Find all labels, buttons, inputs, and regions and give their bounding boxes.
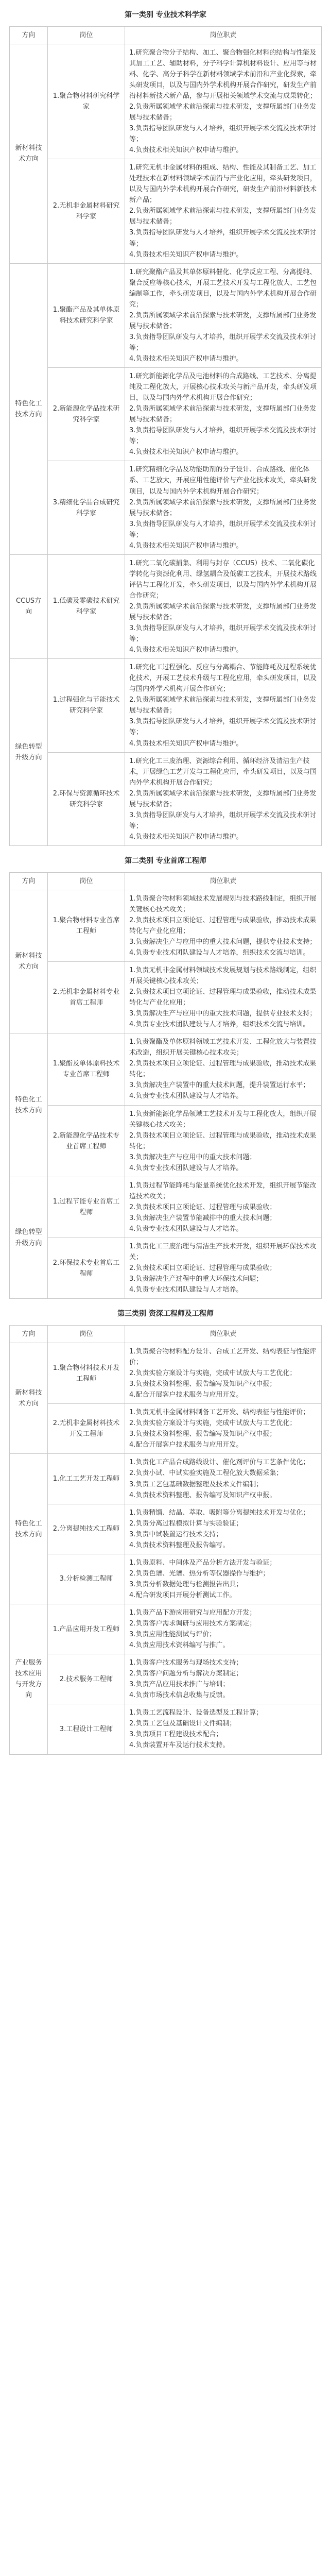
duties-cell	[125, 1238, 322, 1299]
position-cell: 2.技术服务工程师	[48, 1654, 125, 1704]
duty-item: 3.负责解决生产过程中的重大环保技术问题；	[129, 1275, 263, 1283]
duty-item: 4.负责技术相关知识产权申请与维护。	[129, 146, 243, 155]
header-position: 岗位	[48, 872, 125, 890]
duty-item: 3.负责指导团队研发与人才培养，组织开展学术交流及技术研讨等；	[129, 520, 317, 539]
jobs-table	[9, 1325, 322, 1755]
duty-item: 4.负责专业技术团队建设与人才培养。	[129, 1225, 243, 1233]
position-cell: 2.新能源化学品技术研究科学家	[48, 368, 125, 461]
duties-cell	[125, 44, 322, 159]
duty-item: 2.负责色谱、光谱、热分析等仪器操作与维护；	[129, 1569, 270, 1578]
position-cell: 1.聚合物材料专业首席工程师	[48, 890, 125, 961]
table-row	[10, 752, 322, 845]
duty-item: 1.研究化工过程强化、反应与分离耦合、节能降耗及过程系统优化技术，开展工艺技术升级与工程化应用，牵头研发项目，以及与国内外学术机构开展合作研究；	[129, 664, 317, 693]
duty-item: 3.负责应用性能测试与评价；	[129, 1631, 216, 1639]
duty-item: 3.负责指导团队研发与人才培养，组织开展学术交流及技术研讨等；	[129, 718, 317, 737]
header-position: 岗位	[48, 1325, 125, 1343]
duty-item: 4.配合开展客户技术服务与应用开发。	[129, 1441, 243, 1449]
position-cell: 3.工程设计工程师	[48, 1704, 125, 1754]
table-row	[10, 1404, 322, 1454]
duty-item: 4.配合开展客户技术服务与应用开发。	[129, 1391, 243, 1399]
job-section	[0, 846, 331, 1299]
duty-item: 1.负责化工产品合成路线设计、催化剂评价与工艺条件优化；	[129, 1459, 310, 1467]
table-row	[10, 1343, 322, 1403]
duty-item: 4.负责技术相关知识产权申请与维护。	[129, 541, 243, 550]
table-row	[10, 159, 322, 263]
duty-item: 4.负责专业技术团队建设与人才培养。	[129, 1286, 243, 1294]
table-row	[10, 1604, 322, 1654]
duty-item: 3.负责解决生产与应用中的重大技术问题；	[129, 1153, 256, 1161]
position-cell: 2.环保技术专业首席工程师	[48, 1238, 125, 1299]
position-cell: 1.聚酯及单体原料技术专业首席工程师	[48, 1033, 125, 1105]
header-duties: 岗位职责	[125, 872, 322, 890]
duties-cell	[125, 263, 322, 367]
duty-item: 1.研究精细化学品及功能助剂的分子设计、合成路线、催化体系、工艺放大，开展应用性能评价与产业化技术攻关，牵头研发项目，以及与国内外学术机构开展合作研究；	[129, 466, 317, 496]
duty-item: 1.研究无机非金属材料的组成、结构、性能及其制备工艺、加工处理技术在新材料领域学术前沿与产业化应用，牵头研发项目，以及与国内外学术机构开展合作研究，研发生产前沿材料新技术新产品；	[129, 164, 317, 205]
table-row	[10, 1105, 322, 1177]
section-title: 第三类别 资深工程师及工程师	[117, 1310, 214, 1318]
duty-item: 3.负责技术资料整理、报告编写及知识产权申报；	[129, 1430, 276, 1438]
table-row	[10, 1504, 322, 1554]
duty-item: 4.配合研发项目开展分析测试工作。	[129, 1591, 236, 1599]
duty-item: 4.负责技术相关知识产权申请与维护。	[129, 354, 243, 363]
direction-cell: 产业服务技术应用与开发方向	[10, 1604, 48, 1754]
section-title: 第二类别 专业首席工程师	[125, 856, 206, 865]
duties-cell	[125, 659, 322, 752]
duties-cell	[125, 1504, 322, 1554]
duty-item: 2.负责实验方案设计与实施，完成中试放大与工艺优化；	[129, 1369, 297, 1378]
duty-item: 1.负责工艺流程设计、设备选型及工程计算；	[129, 1709, 263, 1717]
duty-item: 2.负责小试、中试实验实施及工程化放大数据采集；	[129, 1469, 283, 1478]
table-row	[10, 659, 322, 752]
duty-item: 2.负责技术项目立项论证、过程管理与成果验收，推动技术成果转化；	[129, 1060, 317, 1079]
duty-item: 2.负责所属领域学术前沿探索与技术研发，支撑所属部门业务发展与技术储备；	[129, 498, 317, 517]
duty-item: 3.负责分析数据处理与检测报告出具；	[129, 1580, 243, 1588]
direction-cell: 特色化工技术方向	[10, 1033, 48, 1177]
duty-item: 3.负责指导团队研发与人才培养，组织开展学术交流及技术研讨等；	[129, 333, 317, 352]
duty-item: 3.负责解决生产装置节能减排中的重大技术问题；	[129, 1214, 276, 1222]
duty-item: 3.负责指导团队研发与人才培养，组织开展学术交流及技术研讨等；	[129, 427, 317, 446]
direction-cell: 绿色转型升级方向	[10, 1177, 48, 1298]
table-row	[10, 1654, 322, 1704]
duty-item: 4.负责应用技术资料编写与推广。	[129, 1641, 230, 1650]
duty-item: 1.负责无机非金属材料领域技术发展规划与技术路线制定，组织开展关键核心技术攻关；	[129, 966, 317, 985]
duties-cell	[125, 1554, 322, 1604]
table-row	[10, 1238, 322, 1299]
duty-item: 4.负责专业技术团队建设与人才培养。	[129, 1092, 243, 1100]
duty-item: 2.负责技术项目立项论证、过程管理与成果验收，推动技术成果转化与产业化应用；	[129, 916, 317, 935]
duty-item: 3.负责技术资料整理、报告编写及知识产权申报；	[129, 1380, 276, 1388]
duty-item: 1.研究新能源化学品及电池材料的合成路线、工艺技术、分离提纯及工程化放大，开展核心技术攻关与新产品开发，牵头研发项目，以及与国内外学术机构开展合作研究；	[129, 372, 317, 402]
duty-item: 1.负责新能源化学品领域工艺技术开发与工程化放大，组织开展关键核心技术攻关；	[129, 1110, 317, 1129]
duty-item: 4.负责技术资料整理及报告编写。	[129, 1541, 230, 1549]
duties-cell	[125, 961, 322, 1033]
duties-cell	[125, 1654, 322, 1704]
duty-item: 3.负责产品应用技术推广与培训；	[129, 1681, 230, 1689]
position-cell: 2.分离提纯技术工程师	[48, 1504, 125, 1554]
duty-item: 1.负责客户技术服务与现场技术支持；	[129, 1659, 243, 1667]
duty-item: 4.负责市场技术信息收集与反馈。	[129, 1691, 230, 1700]
table-row	[10, 44, 322, 159]
duty-item: 1.负责聚酯及单体原料领域工艺技术开发、工程化放大与装置技术改造，组织开展关键核心技术攻关；	[129, 1038, 317, 1057]
duty-item: 1.负责聚合物材料配方设计、合成工艺开发、结构表征与性能评价；	[129, 1347, 317, 1367]
duty-item: 2.负责技术项目立项论证、过程管理与成果验收；	[129, 1203, 276, 1211]
duty-item: 1.研究聚合物分子结构、加工、聚合物强化材料的结构与性能及其加工工艺、辅助材料，分子科学计算机材料设计、应用等与材料、化学、高分子科学在新材料领域学术前沿和产业化探索，牵头研发项目，以及与国内外学术机构开展合作研究，研发生产前沿材料新技术新产品，参与开展相关领域学术交流与成果转化；	[129, 48, 317, 100]
position-cell: 3.精细化学品合成研究科学家	[48, 461, 125, 554]
position-cell: 2.无机非金属材料技术开发工程师	[48, 1404, 125, 1454]
position-cell: 1.化工工艺开发工程师	[48, 1454, 125, 1504]
section-title: 第一类别 专业技术科学家	[125, 11, 206, 19]
duties-cell	[125, 1454, 322, 1504]
duty-item: 3.负责解决生产与应用中的重大技术问题，提供专业技术支持；	[129, 938, 317, 946]
duty-item: 1.研究化工三废治理、资源综合利用、循环经济及清洁生产技术，开展绿色工艺开发与工程化应用，牵头研发项目，以及与国内外学术机构开展合作研究；	[129, 757, 317, 787]
position-cell: 1.聚酯产品及其单体原料技术研究科学家	[48, 263, 125, 367]
duty-item: 4.负责装置开车及运行技术支持。	[129, 1741, 230, 1750]
job-section	[0, 0, 331, 846]
direction-cell: 特色化工技术方向	[10, 263, 48, 554]
table-row	[10, 1454, 322, 1504]
direction-cell: 新材料技术方向	[10, 890, 48, 1033]
duty-item: 1.负责原料、中间体及产品分析方法开发与验证；	[129, 1558, 276, 1567]
duty-item: 1.研究聚酯产品及其单体原料催化、化学反应工程、分离提纯、聚合反应等核心技术，开展工艺技术开发与工程化放大、工艺包编制等工作，牵头研发项目，以及与国内外学术机构开展合作研究；	[129, 268, 317, 309]
duty-item: 1.负责精馏、结晶、萃取、吸附等分离提纯技术开发与优化；	[129, 1509, 310, 1517]
position-cell: 1.聚合物材料技术开发工程师	[48, 1343, 125, 1403]
direction-cell: 新材料技术方向	[10, 44, 48, 263]
header-row	[10, 872, 322, 890]
duties-cell	[125, 159, 322, 263]
duties-cell	[125, 752, 322, 845]
table-row	[10, 1033, 322, 1105]
duty-item: 2.负责所属领域学术前沿探索与技术研发，支撑所属部门业务发展与技术储备；	[129, 602, 317, 622]
duty-item: 2.负责所属领域学术前沿探索与技术研发，支撑所属部门业务发展与技术储备；	[129, 311, 317, 330]
duty-item: 4.负责专业技术团队建设与人才培养。	[129, 1164, 243, 1172]
table-row	[10, 1177, 322, 1238]
duty-item: 3.负责指导团队研发与人才培养，组织开展学术交流及技术研讨等；	[129, 811, 317, 830]
duties-cell	[125, 1704, 322, 1754]
duty-item: 3.负责指导团队研发与人才培养，组织开展学术交流及技术研讨等；	[129, 624, 317, 643]
duty-item: 2.负责客户需求调研与应用技术方案制定；	[129, 1620, 256, 1628]
duties-cell	[125, 1177, 322, 1238]
duty-item: 2.负责所属领域学术前沿探索与技术研发，支撑所属部门业务发展与技术储备；	[129, 696, 317, 715]
duties-cell	[125, 461, 322, 554]
duty-item: 4.负责技术相关知识产权申请与维护。	[129, 250, 243, 259]
duty-item: 1.负责过程节能降耗与能量系统优化技术开发，组织开展节能改造技术攻关；	[129, 1181, 317, 1200]
duties-cell	[125, 1404, 322, 1454]
duty-item: 4.负责技术相关知识产权申请与维护。	[129, 448, 243, 456]
jobs-table	[9, 872, 322, 1299]
duties-cell	[125, 890, 322, 961]
duty-item: 3.负责中试装置运行技术支持；	[129, 1530, 223, 1538]
header-duties: 岗位职责	[125, 26, 322, 44]
table-row	[10, 1554, 322, 1604]
direction-cell: 特色化工技术方向	[10, 1454, 48, 1604]
position-cell: 3.分析检测工程师	[48, 1554, 125, 1604]
table-row	[10, 461, 322, 554]
position-cell: 1.聚合物材料研究科学家	[48, 44, 125, 159]
duty-item: 2.负责工艺包及基础设计文件编制；	[129, 1720, 236, 1728]
header-row	[10, 1325, 322, 1343]
position-cell: 2.新能源化学品技术专业首席工程师	[48, 1105, 125, 1177]
duty-item: 1.负责产品下游应用研究与应用配方开发；	[129, 1608, 256, 1617]
duty-item: 2.负责技术项目立项论证、过程管理与成果验收，推动技术成果转化与产业化应用；	[129, 988, 317, 1007]
table-row	[10, 961, 322, 1033]
table-row	[10, 263, 322, 367]
duty-item: 2.负责所属领域学术前沿探索与技术研发，支撑所属部门业务发展与技术储备；	[129, 207, 317, 226]
direction-cell: 绿色转型升级方向	[10, 659, 48, 846]
duty-item: 2.负责技术项目立项论证、过程管理与成果验收，推动技术成果转化；	[129, 1131, 317, 1150]
position-cell: 2.无机非金属材料研究科学家	[48, 159, 125, 263]
duty-item: 4.负责技术资料整理、报告编写及知识产权申报。	[129, 1491, 276, 1499]
duties-cell	[125, 1105, 322, 1177]
table-row	[10, 368, 322, 461]
duty-item: 1.研究二氧化碳捕集、利用与封存（CCUS）技术、二氧化碳化学转化与资源化利用、绿氢耦合及低碳工艺技术，开展技术路线评估与工程化开发，牵头研发项目，以及与国内外学术机构开展合作研究；	[129, 559, 317, 600]
duty-item: 2.负责分离过程模拟计算与实验验证；	[129, 1519, 243, 1528]
duty-item: 1.负责聚合物材料领域技术发展规划与技术路线制定，组织开展关键核心技术攻关；	[129, 894, 317, 913]
duty-item: 1.负责化工三废治理与清洁生产技术开发，组织开展环保技术攻关；	[129, 1243, 317, 1262]
header-row	[10, 26, 322, 44]
position-cell: 1.过程强化与节能技术研究科学家	[48, 659, 125, 752]
duties-cell	[125, 1604, 322, 1654]
header-direction: 方向	[10, 26, 48, 44]
duty-item: 1.负责无机非金属材料制备工艺开发、结构表征与性能评价；	[129, 1409, 310, 1417]
duty-item: 3.负责工艺包基础数据整理及技术文件编制；	[129, 1480, 263, 1488]
duty-item: 4.负责技术相关知识产权申请与维护。	[129, 646, 243, 654]
table-row	[10, 554, 322, 658]
duty-item: 4.负责技术相关知识产权申请与维护。	[129, 833, 243, 841]
position-cell: 1.产品应用开发工程师	[48, 1604, 125, 1654]
duties-cell	[125, 368, 322, 461]
duty-item: 4.负责技术相关知识产权申请与维护。	[129, 739, 243, 748]
duty-item: 3.负责项目工程建设技术配合；	[129, 1731, 223, 1739]
direction-cell: CCUS方向	[10, 554, 48, 658]
header-direction: 方向	[10, 872, 48, 890]
header-position: 岗位	[48, 26, 125, 44]
duty-item: 2.负责客户问题分析与解决方案制定；	[129, 1670, 243, 1678]
duty-item: 2.负责所属领域学术前沿探索与技术研发，支撑所属部门业务发展与技术储备；	[129, 103, 317, 122]
position-cell: 2.环保与资源循环技术研究科学家	[48, 752, 125, 845]
duties-cell	[125, 554, 322, 658]
duty-item: 2.负责实验方案设计与实施，完成中试放大与工艺优化；	[129, 1419, 297, 1428]
duties-cell	[125, 1033, 322, 1105]
position-cell: 1.过程节能专业首席工程师	[48, 1177, 125, 1238]
duty-item: 2.负责所属领域学术前沿探索与技术研发，支撑所属部门业务发展与技术储备；	[129, 405, 317, 424]
header-direction: 方向	[10, 1325, 48, 1343]
job-section	[0, 1299, 331, 1754]
header-duties: 岗位职责	[125, 1325, 322, 1343]
duty-item: 3.负责解决生产与应用中的重大技术问题，提供专业技术支持；	[129, 1010, 317, 1018]
position-cell: 2.无机非金属材料专业首席工程师	[48, 961, 125, 1033]
jobs-table	[9, 26, 322, 846]
table-row	[10, 1704, 322, 1754]
duty-item: 2.负责所属领域学术前沿探索与技术研发，支撑所属部门业务发展与技术储备；	[129, 789, 317, 808]
duty-item: 2.负责技术项目立项论证、过程管理与成果验收；	[129, 1264, 276, 1273]
duties-cell	[125, 1343, 322, 1403]
duty-item: 3.负责指导团队研发与人才培养，组织开展学术交流及技术研讨等；	[129, 229, 317, 248]
duty-item: 4.负责专业技术团队建设与人才培养，组织技术交流与培训。	[129, 1021, 310, 1029]
direction-cell: 新材料技术方向	[10, 1343, 48, 1453]
position-cell: 1.低碳及零碳技术研究科学家	[48, 554, 125, 658]
duty-item: 3.负责指导团队研发与人才培养，组织开展学术交流及技术研讨等；	[129, 125, 317, 144]
table-row	[10, 890, 322, 961]
duty-item: 4.负责专业技术团队建设与人才培养，组织技术交流与培训。	[129, 948, 310, 957]
duty-item: 3.负责解决生产装置中的重大技术问题，提升装置运行水平；	[129, 1081, 310, 1090]
